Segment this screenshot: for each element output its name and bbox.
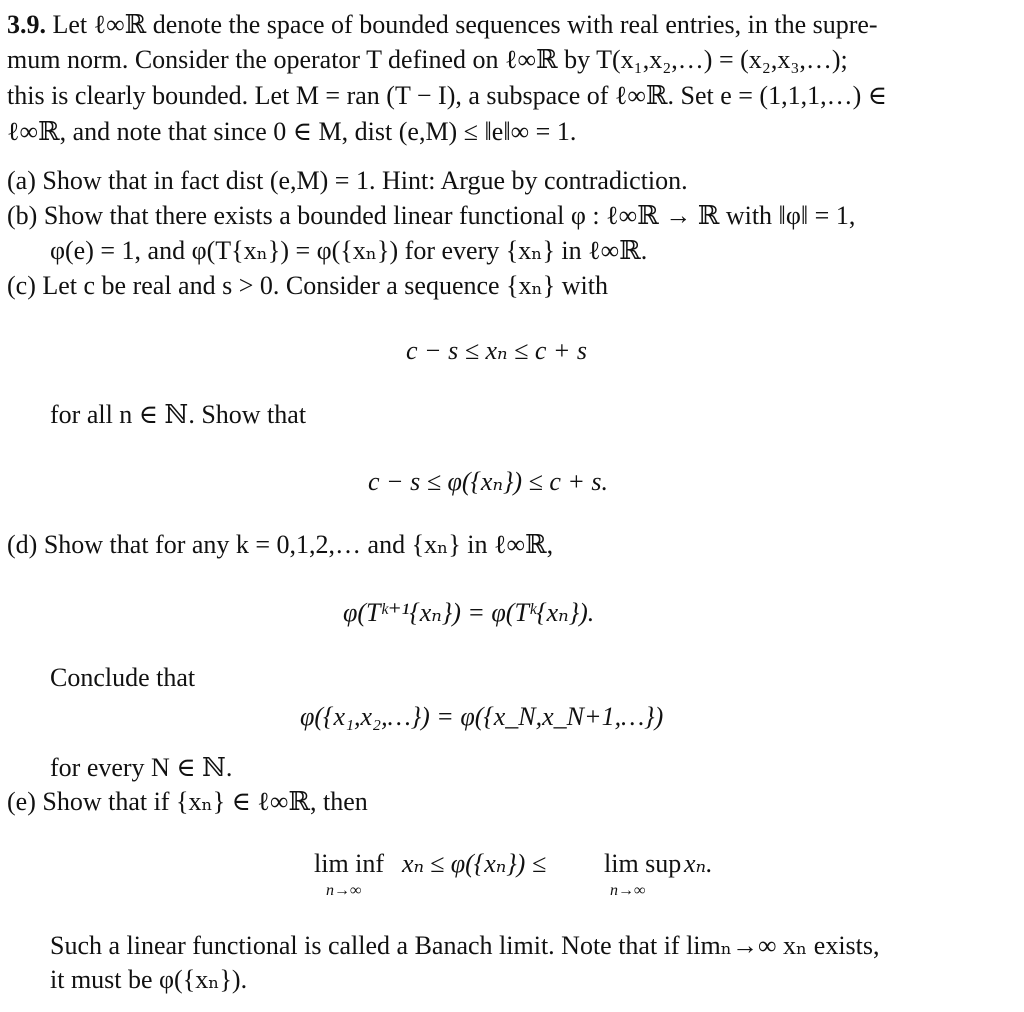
closing-line-1: Such a linear functional is called a Banach limit. Note that if limₙ→∞ xₙ exists, <box>50 931 880 960</box>
part-e-equation <box>314 848 734 904</box>
limsup-operator: lim sup <box>604 849 682 878</box>
part-b-line-1: (b) Show that there exists a bounded linear functional φ : ℓ∞ℝ → ℝ with ‖φ‖ = 1, <box>7 201 856 230</box>
liminf-subscript: n→∞ <box>326 882 362 899</box>
problem-intro-line-4: ℓ∞ℝ, and note that since 0 ∈ M, dist (e,M) ≤ ‖e‖∞ = 1. <box>7 117 577 146</box>
part-d-line-3: for every N ∈ ℕ. <box>50 753 233 782</box>
liminf-operator: lim inf <box>314 849 385 878</box>
part-a: (a) Show that in fact dist (e,M) = 1. Hint: Argue by contradiction. <box>7 166 688 195</box>
part-c-equation-2: c − s ≤ φ({xₙ}) ≤ c + s. <box>368 467 609 496</box>
part-c-line-2: for all n ∈ ℕ. Show that <box>50 400 307 429</box>
liminf-variable: xₙ <box>402 849 425 878</box>
part-e-line-1: (e) Show that if {xₙ} ∈ ℓ∞ℝ, then <box>7 787 368 816</box>
problem-intro-line-1 <box>7 9 878 41</box>
part-c-equation-1: c − s ≤ xₙ ≤ c + s <box>406 336 588 365</box>
problem-intro-line-2: mum norm. Consider the operator T defined on ℓ∞ℝ by T(x₁,x₂,…) = (x₂,x₃,…); <box>7 45 848 74</box>
inequality-middle: ≤ φ({xₙ}) ≤ <box>430 849 547 878</box>
part-d-equation-1: φ(Tᵏ⁺¹{xₙ}) = φ(Tᵏ{xₙ}). <box>343 598 595 627</box>
closing-line-2: it must be φ({xₙ}). <box>50 965 248 994</box>
part-d-line-2: Conclude that <box>50 663 196 692</box>
limsup-variable: xₙ. <box>684 849 713 878</box>
limsup-subscript: n→∞ <box>610 882 646 899</box>
intro-text-1: Let ℓ∞ℝ denote the space of bounded sequences with real entries, in the supre- <box>52 10 878 39</box>
problem-intro-line-3: this is clearly bounded. Let M = ran (T − I), a subspace of ℓ∞ℝ. Set e = (1,1,1,…) ∈ <box>7 81 887 110</box>
part-d-line-1: (d) Show that for any k = 0,1,2,… and {xₙ} in ℓ∞ℝ, <box>7 530 554 559</box>
part-b-line-2: φ(e) = 1, and φ(T{xₙ}) = φ({xₙ}) for every {xₙ} in ℓ∞ℝ. <box>50 236 648 265</box>
part-d-equation-2: φ({x₁,x₂,…}) = φ({x_N,x_N+1,…}) <box>300 702 664 731</box>
part-c-line-1: (c) Let c be real and s > 0. Consider a sequence {xₙ} with <box>7 271 608 300</box>
problem-number: 3.9. <box>7 10 46 39</box>
